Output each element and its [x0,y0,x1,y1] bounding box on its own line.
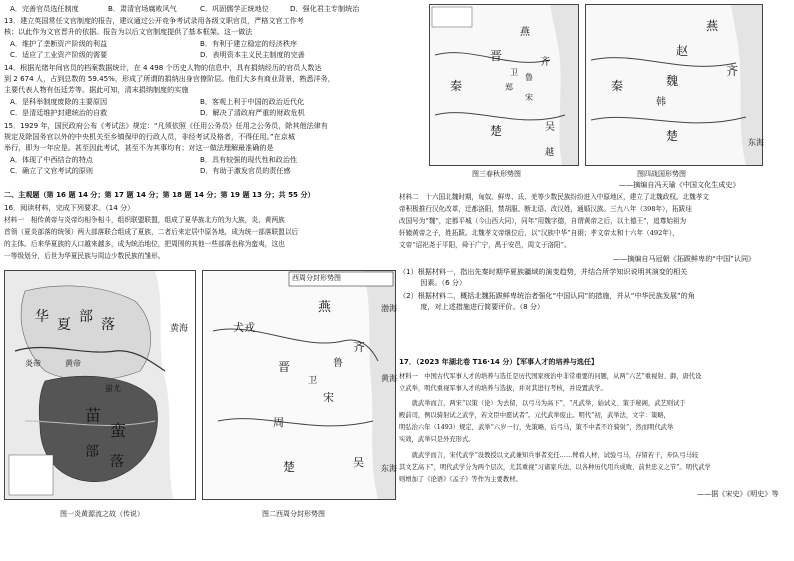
map3-caption: 图三春秋形势图 [472,170,521,178]
q15-option-d: D．有助于激发官员的责任感 [200,166,291,175]
map3-label: 郑 [505,83,513,92]
q13-option-c: C．适应了工业资产阶级的需要 [10,50,108,59]
source3: ——据《宋史》《明史》等 [697,489,779,498]
map4-caption: 图四战国形势图 [637,170,686,178]
q14-option-b: B．客观上利于中国的政治近代化 [200,97,305,106]
q14-stem-line1: 14．根据光绪年间官员的档案数据统计，在 4 498 个历史人物的信息中，具有捐纳经历的官员人数达 [4,63,322,72]
material17-line4: 殿前司，例以骑射试之武学，若文臣中愿试者”。元代武举废止。明代“初，武举法，文字：策略， [399,412,670,419]
map4-label: 楚 [666,129,679,143]
q15-stem-line2: 规定及除国务官以外的中央机关至乡镇保甲的行政人员，非经考试及格者，不得任用。”在京城 [4,132,295,141]
map-yanhuang [4,270,196,500]
q13-stem-line2: 核；以此作为文官晋升的依据。报告为以后文官制度提供了基本框架。这一做法 [4,27,253,36]
question2-line1: （2）根据材料二，概括北魏拓跋鲜卑统治者强化“中国认同”的措施，并从“中华民族发展”的角 [399,291,695,300]
map-western-zhou [202,270,396,500]
map1-label: 落 [110,454,124,470]
q12-option-c: C．巩固儒学正统地位 [200,4,269,13]
map2-label: 楚 [283,460,296,474]
map-spring-autumn [429,4,579,166]
source1: ——摘编自冯天瑜《中国文化生成史》 [619,180,740,189]
map3-label: 宋 [525,93,533,102]
map1-label: 蛮 [110,421,127,440]
map2-label: 鲁 [333,358,343,369]
map2-label: 卫 [308,376,318,386]
material17-line7: 就武学而言，宋代武学“设教授以文武兼知兵事者充任……俾看人材，试验弓马，存留若干，步队弓马较 [399,452,699,459]
map4-label: 秦 [611,79,624,93]
q15-option-a: A．体现了中西结合的特点 [10,155,93,164]
map1-label: 炎帝 [25,359,41,368]
map2-caption: 图二西周分封形势图 [262,510,325,518]
map4-label: 东海 [748,138,764,147]
map3-label: 燕 [520,27,530,38]
material17-line5: 明弘治六年（1493）规定，武举“六岁一行，先策略，后弓马，策不中者不许骑射”，然而明代武举 [399,424,674,431]
map2-label: 齐 [353,340,366,354]
source2: ——摘编自马冠朝《拓跋鲜卑的“中国”认同》 [613,254,756,263]
map1-label: 苗 [85,406,102,425]
material17-line3: 就武举而言，两宋“以策（论）为去留，以弓马为高下”，“凡武举，始试义、策于秘阁，武艺则试于 [399,400,686,407]
map1-label: 落 [101,317,115,333]
question2-line2: 度，对上述措施进行简要评价。（8 分） [399,302,545,311]
q14-option-d: D．解决了清政府严重的财政危机 [200,108,305,117]
map-warring-states [585,4,763,166]
map4-label: 齐 [726,64,739,78]
section2-header: 二、主观题（第 16 题 14 分；第 17 题 14 分；第 18 题 14 分；第 19 题 13 分；共 55 分） [4,190,315,199]
q15-stem-line1: 15．1929 年，国民政府公布《考试法》规定：“凡须依照《任用公务员》任用之公务员，除其他法律有 [4,121,328,130]
q14-option-c: C．是清廷维护封建统治的自救 [10,108,108,117]
map2-label: 犬戎 [233,321,255,334]
map4-label: 韩 [656,97,666,108]
map1-label: 部 [85,444,99,460]
map1-label: 黄海 [170,324,189,334]
q15-stem-line3: 举行，即为一年应是。甚至因此考试，甚至不为其事均有；对这一做法理解最准确的是 [4,143,274,152]
map3-label: 越 [545,148,555,158]
question1-line1: （1）根据材料一，指出先秦时期华夏族疆域的演变趋势，并结合所学知识说明其演变的相关 [399,267,688,276]
q12-option-d: D．强化君主专制统治 [290,4,360,13]
q13-option-b: B．有利于建立稳定的经济秩序 [200,39,298,48]
map4-label: 魏 [666,74,679,88]
map1-label: 黄帝 [65,359,81,368]
map2-label: 东海 [381,464,397,473]
q14-stem-line2: 到 2 674 人，占到总数的 59.45%，形成了所谓的捐纳出身官僚阶层。他们大多有商业背景，熟悉洋务， [4,74,335,83]
map1-caption: 图一炎黄源流之故（传说） [60,510,144,518]
q16-material1-line4: 一等级划分，后世为华夏民族与周边少数民族的雏形。 [4,252,165,260]
map1-label: 蚩尤 [105,384,121,393]
material2-line1: 材料二 十六国北魏时期，匈奴、鲜卑、氐、羌等少数民族纷纷进入中原地区，建立了北魏政权。北魏孝文 [399,193,709,201]
material17-line1: 材料一 中国古代军事人才的培养与选任是历代国家统治中非常重要的问题，从两“六艺”重视射、御，唐代设 [399,373,702,380]
map4-label: 赵 [676,44,689,58]
map2-label: 晋 [278,360,291,374]
q12-option-a: A．完善官员选任制度 [10,4,79,13]
q15-option-b: B．具有较强的现代性和政治性 [200,155,298,164]
map3-label: 晋 [490,49,503,63]
map3-label: 楚 [490,124,503,138]
q13-option-a: A．维护了垄断资产阶级的利益 [10,39,108,48]
material17-line8: 其文艺高下”，明代武学分为两个层次，尤其重视“习诸家兵法，以各种历代用兵成败、前世忠义之节”。明代武学 [399,464,711,471]
map3-label: 秦 [450,79,463,93]
material2-line4: 轩辕黄帝之子，姓拓跋。北魏孝文帝继位后，以“汉族中华”自诩；孝文帝太和十六年（492年）， [399,229,679,237]
q14-option-a: A．是科举制度废除的主要原因 [10,97,108,106]
map3-label: 齐 [540,57,550,68]
map2-label: 吴 [353,456,364,469]
q16-material1-line3: 的主体。后来华夏族的人口越来越多，成为统治地位，把周围的其他一些部落也称为蛮夷，这也 [4,240,285,248]
q16-material1-line2: 首领（夏炎部落的统领）两大部落联合组成了夏族，二者后来定居中原各地，成为统一部落联盟以后 [4,228,299,236]
q16-material1-line1: 材料一 相传黄帝与炎帝均相争相斗，组织联盟联盟，组成了夏华族北方的为大族，炎、黄两族 [4,216,285,224]
map2-label: 燕 [318,300,332,315]
material2-line3: 改国号为“魏”，定都平城（今山西大同），同年“用魏字德，自谓黄帝之后，以土德王”，追尊始祖为 [399,217,687,225]
material2-line2: 帝积极推行汉化改革，迁都洛阳，禁胡服、断北语、改汉姓，通婚汉族。三九八年（398年），拓跋珪 [399,205,692,213]
q17-title: 17．（2023 年湖北卷 T16·14 分）【军事人才的培养与选任】 [399,357,599,366]
map3-label: 鲁 [525,73,533,82]
q14-stem-line3: 主要代表人物有伍廷芳等。据此可知，清末捐纳制度的实施 [4,85,189,94]
q15-option-c: C．确立了文官考试的原则 [10,166,93,175]
map2-label: 宋 [323,391,334,404]
question1-line2: 因素。（6 分） [399,278,467,287]
q12-option-b: B．肃清官场腐败风气 [108,4,177,13]
map2-label: 渤海 [381,304,397,313]
map2-label: 周 [273,416,284,429]
material17-line6: 实效，武举只是外充形式。 [399,436,475,443]
map1-label: 华 [35,309,49,325]
map3-label: 卫 [510,68,518,77]
q13-option-d: D．表明资本主义民主制度的完善 [200,50,305,59]
right-column [397,0,794,561]
map2-title: 西周分封形势图 [292,274,341,282]
material17-line2: 立武举，明代重视军事人才的培养与选拔，并对其进行考核，并设置武学。 [399,385,607,392]
map2-label: 黄海 [381,374,397,383]
material17-line9: 则增加了《论语》《孟子》等作为主要教材。 [399,476,522,483]
map3-label: 吴 [545,122,555,133]
material2-line5: 文帝“诏祀尧于平阳，舜于广宁，禹于安邑，周文于洛阳”。 [399,241,571,249]
map4-label: 燕 [706,19,719,33]
q13-stem-line1: 13．建立英国常任文官制度的报告，建议通过公开竞争考试录用各级文职官员，严格文官工作考 [4,16,304,25]
map1-label: 夏 [57,317,71,333]
map1-label: 部 [79,309,93,325]
q16-title: 16．阅读材料，完成下列要求。（14 分） [4,203,135,212]
